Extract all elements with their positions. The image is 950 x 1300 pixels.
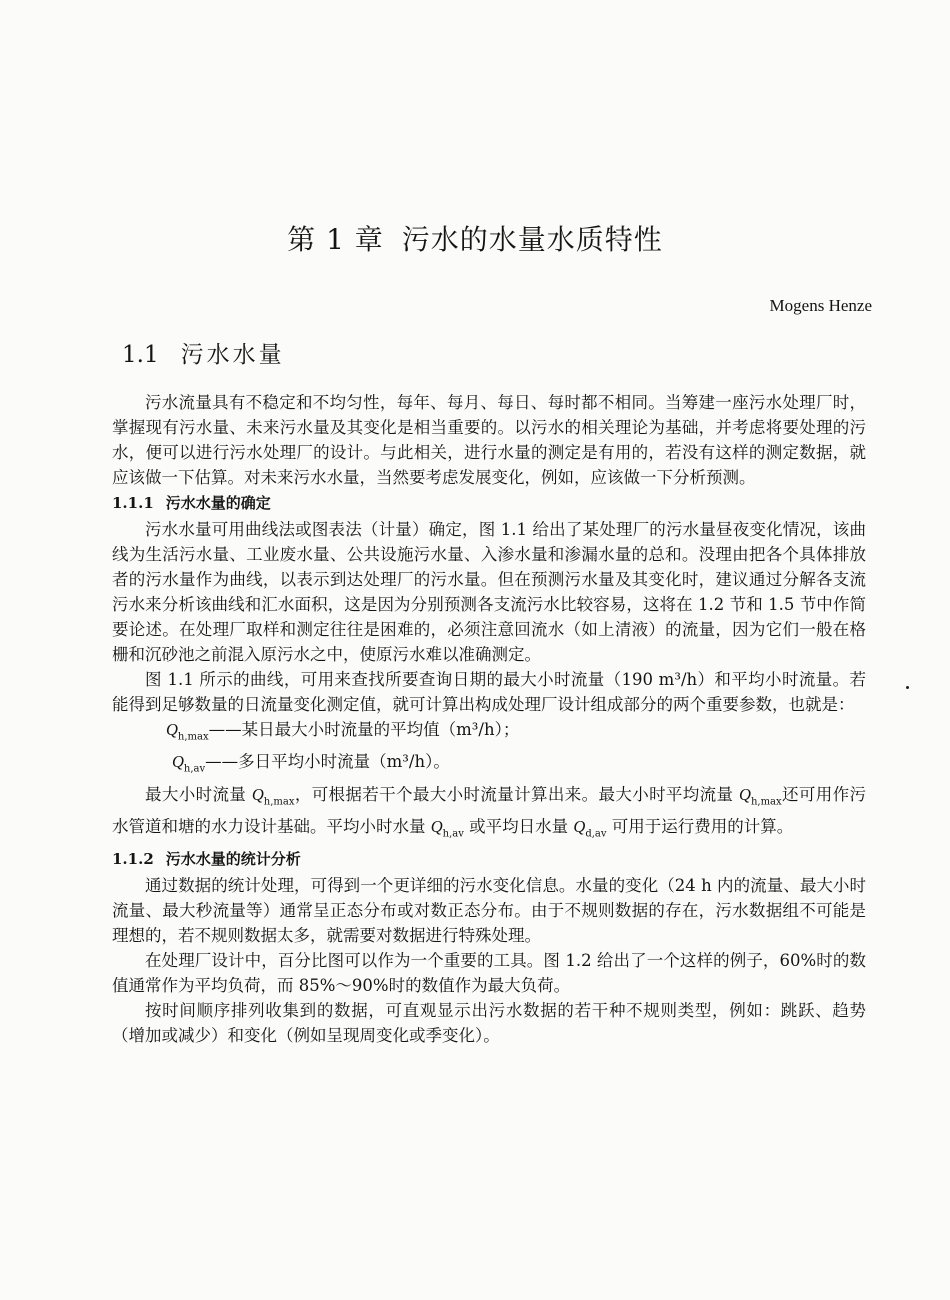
text-run: ，可根据若干个最大小时流量计算出来。最大小时平均流量 xyxy=(294,784,740,804)
paragraph-intro: 污水流量具有不稳定和不均匀性，每年、每月、每日、每时都不相同。当筹建一座污水处理厂时，掌握现有污水量、未来污水量及其变化是相当重要的。以污水的相关理论为基础，并考虑将要处理的污水，便可以进行污水处理厂的设计。与此相关，进行水量的测定是有用的，若没有这样的测定数据，就应该做一下估算。对未来污水水量，当然要考虑发展变化，例如，应该做一下分析预测。 xyxy=(112,393,866,487)
text-run: 最大小时流量 xyxy=(145,784,252,804)
subscript-h-max: h,max xyxy=(177,731,209,743)
paragraph-statistical-processing: 通过数据的统计处理，可得到一个更详细的污水变化信息。水量的变化（24 h 内的流量、最大小时流量、最大秒流量等）通常呈正态分布或对数正态分布。由于不规则数据的存在，污水数据组不可能是理想的，若不规则数据太多，就需要对数据进行特殊处理。 xyxy=(112,876,866,946)
text-run: 还可用作污水管道和塘的水力设计基础。平均小时水量 xyxy=(112,784,867,836)
subscript-h-max: h,max xyxy=(750,795,782,807)
symbol-q: Q xyxy=(739,784,751,804)
subsection-heading-1-1-2 xyxy=(112,847,866,872)
text-run: 可用于运行费用的计算。 xyxy=(606,816,794,836)
symbol-q: Q xyxy=(251,784,264,804)
section-number: 1.1 xyxy=(122,342,159,368)
paragraph-time-series: 按时间顺序排列收集到的数据，可直观显示出污水数据的若干种不规则类型，例如：跳跃、趋势（增加或减少）和变化（例如呈现周变化或季变化）。 xyxy=(112,1001,866,1046)
symbol-q: Q xyxy=(172,752,184,772)
subsection-title: 污水水量的统计分析 xyxy=(165,850,301,869)
chapter-number: 第 1 章 xyxy=(287,223,384,256)
section-heading xyxy=(122,336,285,369)
subsection-number: 1.1.2 xyxy=(112,850,154,869)
paragraph-determination: 污水水量可用曲线法或图表法（计量）确定，图 1.1 给出了某处理厂的污水量昼夜变化情况，该曲线为生活污水量、工业废水量、公共设施污水量、入渗水量和渗漏水量的总和。没理由把各个具体排放者的污水量作为曲线，以表示到达处理厂的污水量。但在预测污水量及其变化时，建议通过分解各支流污水来分析该曲线和汇水面积，这是因为分别预测各支流污水比较容易，这将在 1.2 节和 1.5 节中作简要论述。在处理厂取样和测定往往是困难的，必须注意回流水（如上清液）的流量，因为它们一般在格栅和沉砂池之前混入原污水之中，使原污水难以准确测定。 xyxy=(112,520,866,664)
subscript-d-av: d,av xyxy=(585,828,607,840)
paragraph-figure-1-1: 图 1.1 所示的曲线，可用来查找所要查询日期的最大小时流量（190 m³/h）和平均小时流量。若能得到足够数量的日流量变化测定值，就可计算出构成处理厂设计组成部分的两个重要参数，也就是： xyxy=(112,670,866,714)
section-title: 污水水量 xyxy=(180,342,285,368)
subscript-h-av: h,av xyxy=(183,763,206,775)
formula-q-h-max xyxy=(112,717,866,749)
chapter-title-text: 污水的水量水质特性 xyxy=(401,223,663,256)
paragraph-max-hourly-flow xyxy=(112,782,866,847)
formula-q-h-max-definition: ——某日最大小时流量的平均值（m³/h）； xyxy=(208,720,520,739)
formula-q-h-av xyxy=(112,749,866,781)
subscript-h-max: h,max xyxy=(263,795,295,807)
subsection-title: 污水水量的确定 xyxy=(165,494,271,512)
symbol-q: Q xyxy=(573,816,586,836)
subscript-h-av: h,av xyxy=(442,828,464,840)
paragraph-percentile-chart: 在处理厂设计中，百分比图可以作为一个重要的工具。图 1.2 给出了一个这样的例子，60%时的数值通常作为平均负荷，而 85%～90%时的数值作为最大负荷。 xyxy=(112,951,866,996)
subsection-heading-1-1-1 xyxy=(112,491,866,516)
subsection-number: 1.1.1 xyxy=(112,494,154,512)
formula-q-h-av-definition: ——多日平均小时流量（m³/h）。 xyxy=(205,752,450,772)
symbol-q: Q xyxy=(430,816,443,836)
chapter-title xyxy=(0,218,950,258)
scan-speck xyxy=(906,686,909,689)
text-run: 或平均日水量 xyxy=(463,816,574,836)
body-text xyxy=(112,390,866,1048)
author-name: Mogens Henze xyxy=(769,296,872,315)
symbol-q: Q xyxy=(166,720,178,739)
